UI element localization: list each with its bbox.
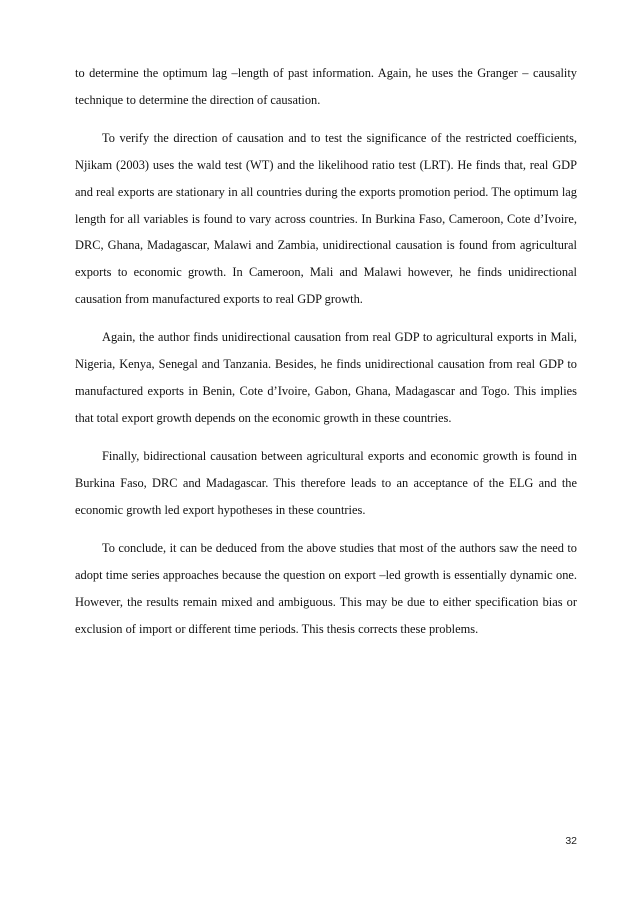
paragraph-unidirectional-causation: Again, the author finds unidirectional causation from real GDP to agricultural exports in Mali, Nigeria, Kenya, Senegal and Tanzania. Besides, he finds unidirectional causation from real GDP to manufactured exports in Benin, Cote d’Ivoire, Gabon, Ghana, Madagascar and Togo. This implies that total export growth depends on the economic growth in these countries. — [75, 330, 577, 425]
paragraph-verification: To verify the direction of causation and to test the significance of the restricted coefficients, Njikam (2003) uses the wald test (WT) and the likelihood ratio test (LRT). He finds that, real GDP and real exports are stationary in all countries during the exports promotion period. The optimum lag length for all variables is found to vary across countries. In Burkina Faso, Cameroon, Cote d’Ivoire, DRC, Ghana, Madagascar, Malawi and Zambia, unidirectional causation is found from agricultural exports to economic growth. In Cameroon, Mali and Malawi however, he finds unidirectional causation from manufactured exports to real GDP growth. — [75, 131, 577, 306]
paragraph-conclusion: To conclude, it can be deduced from the above studies that most of the authors saw the need to adopt time series approaches because the question on export –led growth is essentially dynamic one. However, the results remain mixed and ambiguous. This may be due to either specification bias or exclusion of import or different time periods. This thesis corrects these problems. — [75, 541, 577, 636]
paragraph-continuation: to determine the optimum lag –length of past information. Again, he uses the Granger – causality technique to determine the direction of causation. — [75, 66, 577, 107]
paragraph-bidirectional-causation: Finally, bidirectional causation between agricultural exports and economic growth is found in Burkina Faso, DRC and Madagascar. This therefore leads to an acceptance of the ELG and the economic growth led export hypotheses in these countries. — [75, 449, 577, 517]
page-number: 32 — [565, 835, 577, 847]
body-text — [75, 60, 577, 654]
